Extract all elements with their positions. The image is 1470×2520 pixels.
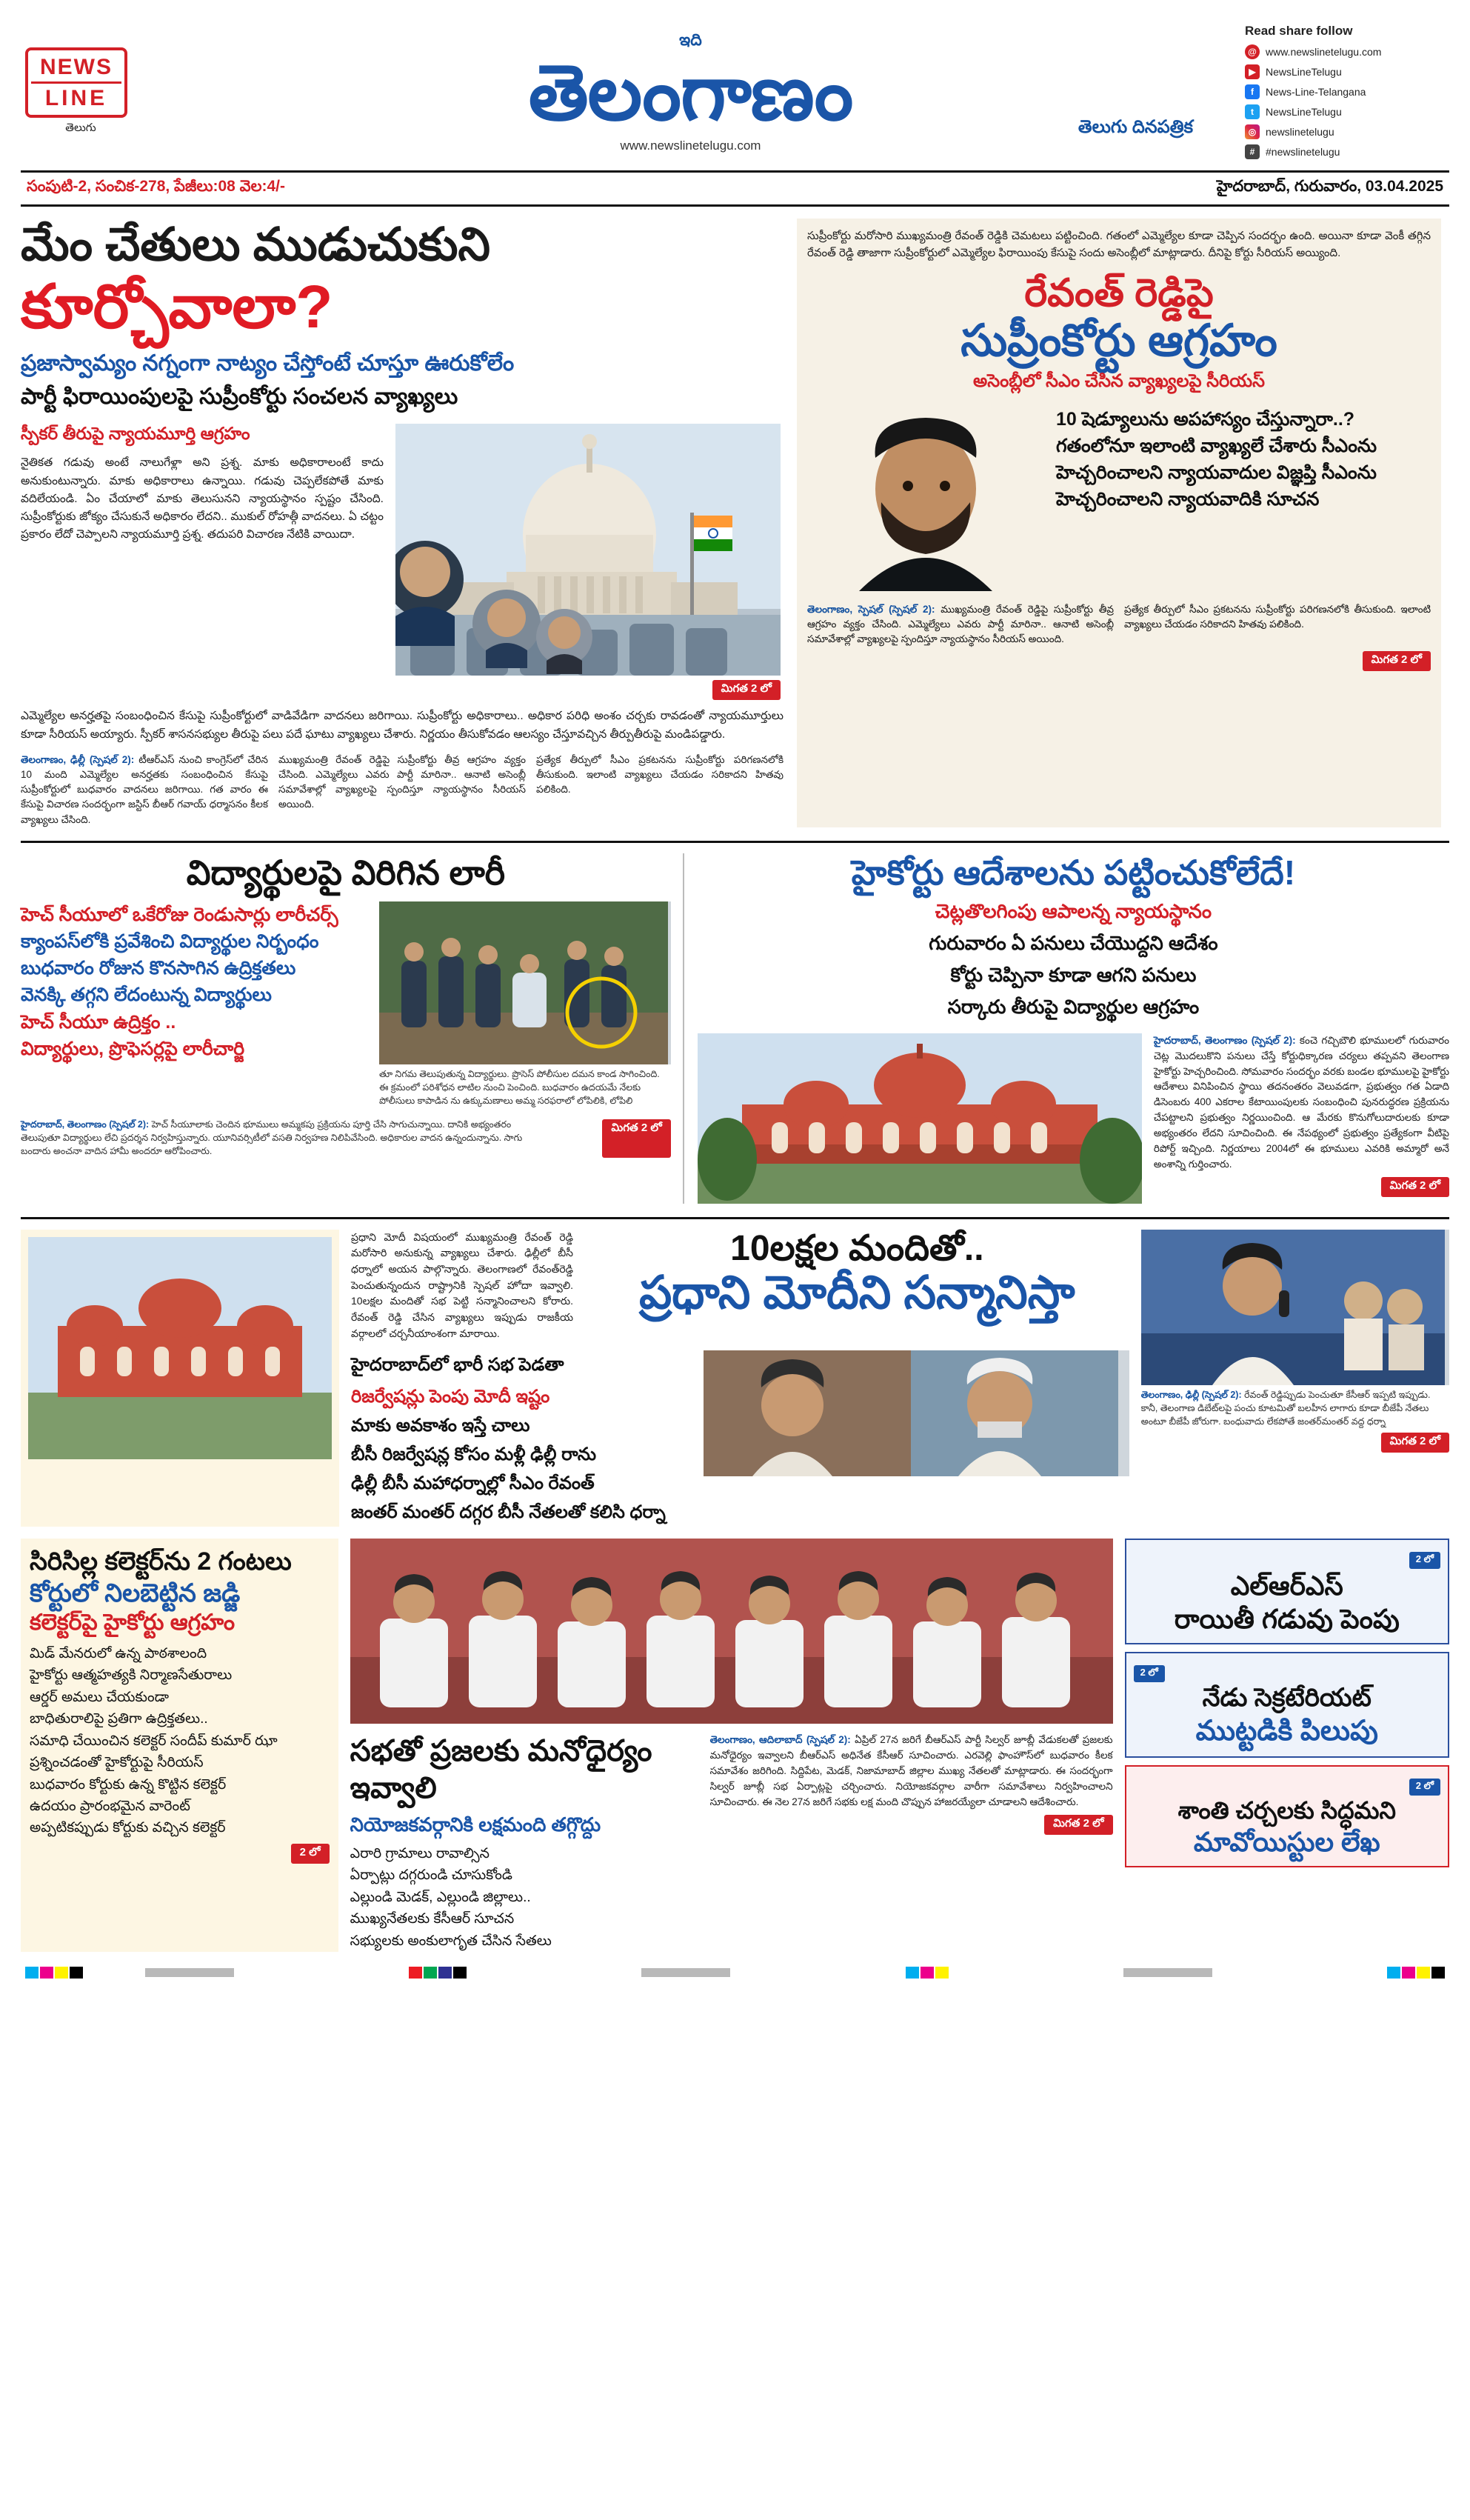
social-row-facebook[interactable]: [1245, 84, 1445, 99]
kcr-pill-row: [710, 1815, 1113, 1835]
color-swatch-cyan-3: [1387, 1967, 1400, 1979]
revanth-speech-illustration: [1141, 1230, 1445, 1385]
social-label-website: www.newslinetelugu.com: [1266, 46, 1382, 58]
lead-text-column: [21, 424, 384, 700]
page-title: తెలంగాణం: [528, 50, 853, 136]
highcourt-photo-figure: [698, 1033, 1142, 1204]
color-group-4: [1387, 1967, 1445, 1979]
masthead-title-block: [136, 30, 1245, 153]
hcu-bullet-4: వెనక్కి తగ్గని లేదంటున్న విద్యార్థులు: [21, 984, 272, 1006]
kcr-bullets: [350, 1843, 698, 1952]
collector-photo-block: [21, 1230, 339, 1527]
lead-headline-1: మేం చేతులు ముడుచుకుని: [21, 219, 490, 270]
hcu-bullet-2: క్యాంపస్‌లోకి ప్రవేశించి విద్యార్థుల నిర్బంధం: [21, 930, 319, 952]
social-row-instagram[interactable]: [1245, 124, 1445, 139]
issue-strap: [21, 170, 1449, 207]
lead-photo-figure: [395, 424, 781, 700]
right-lead-body-columns: [807, 602, 1431, 647]
color-swatch-yellow-3: [1417, 1967, 1430, 1979]
more-pill[interactable]: మిగత 2 లో: [712, 680, 781, 700]
lead-right-column: [797, 219, 1441, 827]
lead-left-column: [21, 219, 784, 827]
lead-kicker: స్పీకర్ తీరుపై న్యాయమూర్తి ఆగ్రహం: [21, 424, 250, 444]
revanth-rally-block: [1141, 1230, 1449, 1527]
modi-sub-5: ఢిల్లీ బీసీ మహాధర్నాల్లో సీఎం రేవంత్: [351, 1473, 595, 1494]
masthead-idhi: ఇది: [679, 30, 702, 49]
kcr-bullet-2: ఏర్పాట్లు దగ్గరుండి చూసుకోండి: [350, 1867, 512, 1884]
right-lead-col-a: [807, 602, 1114, 647]
highcourt-sub-4: సర్కారు తీరుపై విద్యార్థుల ఆగ్రహం: [947, 995, 1200, 1018]
color-group-1: [25, 1967, 83, 1979]
kcr-body-inner: ఏప్రిల్ 27న జరిగే బీఆర్ఎస్ పార్టీ సిల్వర్ జూబ్లీ వేడుకలతో ప్రజలకు మనోధైర్యం ఇవ్వాలని బీఆర్ఎస్ అధినేత కేసీఆర్ సూచించారు. ఎరవెల్లి ఫాంహౌస్‌లో బుధవారం కీలక సమావేశం జరిగింది. సిద్దిపేట, మెడక్, నిజామాబాద్ జిల్లాల ముఖ్య నేతలతో మాట్లాడారు. ఈ సందర్భంగా సిల్వర్ జూబ్లీ సభ ఏర్పాట్లపై చర్చించారు. నియోజకవర్గాల వారీగా సమావేశాలు నిర్వహించాలని సూచించారు. ఈ నెల 27న జరిగే సభకు లక్ష మంది చొప్పున హాజరయ్యేలా చూడాలని ఆదేశించారు.: [709, 1734, 1113, 1808]
color-swatch-blue: [438, 1967, 452, 1979]
hcu-bullet-3: బుధవారం రోజున కొనసాగిన ఉద్రిక్తతలు: [21, 958, 296, 979]
instagram-icon: ◎: [1245, 124, 1260, 139]
hcu-bullets: [21, 901, 369, 1107]
collector-headline-1: సిరిసిల్ల కలెక్టర్‌ను 2 గంటలు: [30, 1547, 292, 1576]
lrs-headline-1: ఎల్ఆర్ఎస్: [1230, 1570, 1343, 1601]
politician-portrait-small-2: [527, 600, 601, 674]
modi-top-row: [351, 1230, 1129, 1342]
lrs-headline-2: రాయితీ గడువు పెంపు: [1174, 1604, 1400, 1635]
more-pill-secretariat[interactable]: 2 లో: [1134, 1665, 1165, 1682]
briefs-column: [1125, 1539, 1449, 1952]
kcr-headline-2: నియోజకవర్గానికి లక్షమంది తగ్గొద్దు: [350, 1813, 601, 1836]
kcr-headlines: [350, 1733, 698, 1952]
lead-section: [21, 219, 1449, 827]
hcu-photo-caption: తూ నిగమ తెలుపుతున్న విద్యార్థులు. ప్రొసెస్ పోలీసుల దమన కాండ సాగించింది. ఈ క్రమంలో పరిశోధన లాటిల నుంచి పెంచింది. బుధవారం ఉదయమే నేలకు పోలీసులు కాపాడిన ను ఉక్కుమణాలు అమ్మ సరఫరాలో లోపిలికి, లోపిలి: [379, 1068, 660, 1106]
cm-portrait-figure: [807, 406, 1044, 595]
right-lead-col-a-text: ముఖ్యమంత్రి రేవంత్ రెడ్డిపై సుప్రీంకోర్టు తీవ్ర ఆగ్రహం వ్యక్తం చేసింది. ఎమ్మెల్యేలు ఎవరు పార్టీ మారినా.. ఆనాటి అసెంబ్లీ సమావేశాల్లో వ్యాఖ్యలపై స్పందిస్తూ న్యాయస్థానం సీరియస్ అయింది.: [807, 603, 1114, 645]
secretariat-brief[interactable]: [1125, 1652, 1449, 1758]
lead-headline-2: కూర్చోవాలా?: [21, 273, 333, 341]
revanth-rally-photo: [1141, 1230, 1449, 1385]
print-registration-bar: [21, 1967, 1449, 1979]
gray-bar-2: [641, 1968, 730, 1977]
masthead-url[interactable]: www.newslinetelugu.com: [620, 139, 761, 153]
police-lathicharge-illustration: [379, 901, 668, 1064]
color-swatch-cyan: [25, 1967, 39, 1979]
modi-story: [351, 1230, 1129, 1527]
newsline-logo[interactable]: [25, 47, 136, 137]
hcu-photo-figure: [379, 901, 671, 1107]
lead-col-a: [21, 753, 268, 827]
more-pill-hcu[interactable]: మిగత 2 లో: [602, 1119, 670, 1158]
color-swatch-black-2: [453, 1967, 467, 1979]
right-lead-headline-2: సుప్రీంకోర్టు ఆగ్రహం: [960, 315, 1277, 365]
hcu-caption-left: [21, 1118, 527, 1158]
color-swatch-black: [70, 1967, 83, 1979]
issue-info: సంపుటి-2, సంచిక-278, పేజీలు:08 వెల:4/-: [27, 178, 285, 195]
band-three: [21, 1217, 1449, 1527]
logo-subtitle: తెలుగు: [65, 121, 96, 134]
hcu-content-row: [21, 901, 671, 1107]
right-lead-quote: 10 షెడ్యూలును అపహాస్యం చేస్తున్నారా..? గతంలోనూ ఇలాంటి వ్యాఖ్యలే చేశారు సీఎంను హెచ్చరించాలని న్యాయవాదుల విజ్ఞప్తి సీఎంను హెచ్చరించాలని న్యాయవాదికి సూచన: [1056, 408, 1377, 510]
telangana-highcourt-illustration: [698, 1033, 1142, 1204]
highcourt-headline: హైకోర్టు ఆదేశాలను పట్టించుకోలేదే!: [851, 853, 1296, 892]
lead-more-pill-row: [395, 680, 781, 700]
hcu-bullet-5: హెచ్ సీయూ ఉద్రిక్తం ..: [21, 1011, 176, 1033]
kcr-text-row: [350, 1733, 1113, 1952]
modi-headline-1: 10లక్షల మందితో..: [730, 1228, 984, 1268]
band-four: [21, 1539, 1449, 1952]
band-two: [21, 841, 1449, 1204]
lead-subhead-blue: ప్రజాస్వామ్యం నగ్నంగా నాట్యం చేస్తోంటే చూస్తూ ఊరుకోలేం: [21, 351, 515, 376]
youtube-icon: ▶: [1245, 64, 1260, 79]
social-label-youtube: NewsLineTelugu: [1266, 66, 1342, 78]
social-label-hashtag: #newslinetelugu: [1266, 146, 1340, 158]
social-label-twitter: NewsLineTelugu: [1266, 106, 1342, 118]
right-lead-subhead: అసెంబ్లీలో సీఎం చేసిన వ్యాఖ్యలపై సీరియస్: [973, 370, 1265, 391]
hashtag-icon: #: [1245, 144, 1260, 159]
website-icon: @: [1245, 44, 1260, 59]
maoist-headline-1: శాంతి చర్చలకు సిద్ధమని: [1177, 1797, 1396, 1824]
kcr-headline-1: సభతో ప్రజలకు మనోధైర్యం ఇవ్వాలి: [350, 1735, 652, 1805]
collector-bullet-8: ఉదయం ప్రారంభమైన వారెంట్: [30, 1799, 190, 1815]
collector-bullet-4: బాధితురాలిపై ప్రతిగా ఉద్రిక్తతలు..: [30, 1711, 208, 1727]
highcourt-building-photo: [698, 1033, 1142, 1204]
right-lead-pill-row: [807, 651, 1431, 671]
kcr-bullet-4: ముఖ్యనేతలకు కేసీఆర్ సూచన: [350, 1911, 515, 1927]
supreme-court-photo: [395, 424, 781, 676]
hcu-pill-row: [538, 1119, 671, 1158]
collector-bullet-5: సమాధి చేయించిన కలెక్టర్ సందీప్ కుమార్ ఝా: [30, 1733, 278, 1749]
issue-date: హైదరాబాద్, గురువారం, 03.04.2025: [1216, 178, 1443, 195]
right-lead-col-b: [1124, 602, 1431, 647]
hcu-story: [21, 853, 684, 1204]
lead-col-a-text: టీఆర్ఎస్ నుంచి కాంగ్రెస్‌లో చేరిన 10 మంది ఎమ్మెల్యేల అనర్హతకు సంబంధించిన కేసుపై సుప్రీంకోర్టులో బుధవారం వాదనలు జరిగాయి. గత వారం ఈ కేసుపై విచారణ సందర్భంగా జస్టిస్ బీఆర్ గవాయ్ ధర్మాసనం కీలక వ్యాఖ్యలు చేసింది.: [21, 753, 268, 825]
more-pill-collector[interactable]: 2 లో: [291, 1844, 330, 1864]
kcr-bullet-1: ఎరారి గ్రామాలు రావాల్సిన: [350, 1845, 490, 1861]
revanth-rally-text: రేవంత్ రెడ్డిప్పుడు పెంచుతూ కేసీఆర్ ఇప్పటి ఇప్పుడు. కానీ, తెలంగాణ డిబేట్‌లపై పంచు కూటమితో బలహీన లాగారు కూడా బీజేపీ నేతలు అంటూ బీజేపీ జోరుగా. బంధువాదు లేకపోతే జంతర్‌మంతర్ వద్ద ధర్నా: [1140, 1389, 1431, 1427]
lead-col-c-text: ప్రత్యేక తీర్పులో సీఎం ప్రకటనను సుప్రీంకోర్టు పరిగణనలోకి తీసుకుంది. ఇలాంటి వ్యాఖ్యలు చేయడం సరికాదని హితవు పలికింది.: [536, 753, 784, 796]
lead-col-a-credit: తెలంగాణం, ఢిల్లీ (స్పెషల్ 2):: [21, 753, 135, 765]
modi-sub-2: రిజర్వేషన్లు పెంపు మోదీ ఇష్టం: [351, 1387, 550, 1407]
collector-bullet-2: హైకోర్టు ఆత్మహత్యకి నిర్మాణసేతురాలు: [30, 1667, 233, 1684]
lead-columns: [21, 424, 784, 700]
more-pill-revanth[interactable]: మిగత 2 లో: [1381, 1433, 1449, 1453]
gray-bar-3: [1123, 1968, 1212, 1977]
secretariat-pill-row: [1134, 1665, 1440, 1682]
revanth-rally-pill-row: [1141, 1433, 1449, 1453]
modi-headline-col: [585, 1230, 1129, 1342]
modi-sub-3: మాకు అవకాశం ఇస్తే చాలు: [351, 1416, 530, 1436]
highcourt-body-inner: కంచె గచ్చిబౌలి భూములలో గురువారం చెట్ల మొదలుకొని పనులు చేస్తే కోర్టుధిక్కారణ చర్యలు తప్పవని తెలంగాణ హైకోర్టు హెచ్చరించింది. సోమవారం సందర్భం వరకు బండల భూములపై హైకోర్టు ఆదేశాలు వినిపించిన స్థాయి తదనంతరం వెలువడగా, ప్రభుత్వం గత ఏడాది డిసెంబరు 400 ఎకరాల కేటాయింపులకు సంబంధించి పునరుద్ధరణ ప్రక్రియను చేపట్టాలని ప్రభుత్వం నిర్ణయించింది. ఆ మేరకు కొనుగోలుదారులకు కూడా అభ్యంతరం లేదని సూచించింది. ఈ నేపథ్యంలో ప్రభుత్వం ప్రత్యేకంగా వీటిపై రిపోర్ట్ ఇచ్చింది. నిర్ణయాలు 2004లో ఈ భూములు ఎవరికి అమ్మారో అనే అంశాన్ని గుర్తించారు.: [1153, 1034, 1449, 1170]
color-swatch-cyan-2: [906, 1967, 919, 1979]
modi-kicker: ప్రధాని మోదీ విషయంలో ముఖ్యమంత్రి రేవంత్ రెడ్డి మరోసారి అనుకున్న వ్యాఖ్యలు చేశారు. ఢిల్లీలో బీసీ ధర్నాలో అయన పాల్గొన్నారు. తెలంగాణలో రేవంత్‌రెడ్డి పెంచుతున్నందున రాష్ట్రానికి స్పెషల్ హోదా ఇవ్వాలి. 10లక్షల మందితో సభ పెట్టి సన్మానించాలని కోరారు. రేవంత్ రెడ్డి చేసిన వ్యాఖ్యలు ఇప్పుడు రాజకీయ వర్గాలలో చర్చనీయాంశంగా మారాయి.: [351, 1230, 573, 1339]
highcourt-exterior-illustration: [28, 1237, 332, 1459]
chief-minister-portrait: [807, 406, 1044, 591]
color-swatch-magenta: [40, 1967, 53, 1979]
hcu-bullet-1: హెచ్ సీయూలో ఒకేరోజు రెండుసార్లు లారీచర్స్: [21, 904, 338, 925]
kcr-body-text: [710, 1733, 1113, 1810]
social-row-hashtag[interactable]: [1245, 144, 1445, 159]
brs-leaders-meeting-illustration: [350, 1539, 1113, 1724]
hcu-caption-left-text: హెచ్ సీయూలాకు చెందిన భూములు అమ్మకపు ప్రక్రియను పూర్తి చేసి సాగుచున్నాయి. దానికి అభ్యంతరం తెలుపుతూ విద్యార్థులు లేచి ప్రదర్శన నిర్వహిస్తున్నారు. యూనివర్సిటీలో వసతి నిర్వహణ నిలిపివేసింది. అధికారుల వాదన ఉన్నందున్నాను. సాగు బందారు అంచనా వాదిన హామీ అందరూ ఆరోపించారు.: [21, 1119, 523, 1157]
social-row-website[interactable]: [1245, 44, 1445, 59]
collector-pill-row: [30, 1844, 330, 1864]
secretariat-headline-1: నేడు సెక్రటేరియట్: [1202, 1684, 1372, 1713]
hcu-bullet-6: విద్యార్థులు, ప్రొఫెసర్లపై లారీచార్జి: [21, 1038, 245, 1059]
right-lead-headline-1: రేవంత్ రెడ్డిపై: [1024, 271, 1214, 315]
modi-bullets: [351, 1350, 692, 1527]
kcr-meeting-photo: [350, 1539, 1113, 1724]
highcourt-photo-small: [28, 1237, 332, 1459]
collector-bullet-7: బుధవారం కోర్టుకు ఉన్న కొట్టిన కలెక్టర్: [30, 1776, 227, 1793]
twitter-icon: t: [1245, 104, 1260, 119]
highcourt-credit: హైదరాబాద్, తెలంగాణం (స్పెషల్ 2):: [1153, 1034, 1296, 1046]
collector-headline-3: కలెక్టర్‌పై హైకోర్టు ఆగ్రహం: [30, 1610, 235, 1636]
modi-sub-1: హైదరాబాద్‌లో భారీ సభ పెడతా: [351, 1355, 564, 1376]
social-row-youtube[interactable]: [1245, 64, 1445, 79]
highcourt-body: [1154, 1033, 1449, 1204]
color-swatch-magenta-2: [921, 1967, 934, 1979]
collector-headline-2: కోర్టులో నిలబెట్టిన జడ్జి: [30, 1579, 241, 1607]
more-pill-lrs[interactable]: 2 లో: [1409, 1552, 1440, 1569]
modi-photo-figure: [704, 1350, 1129, 1527]
hcu-credit: హైదరాబాద్, తెలంగాణం (స్పెషల్ 2):: [21, 1119, 150, 1130]
collector-bullets: [30, 1643, 330, 1839]
secretariat-headline-2: ముట్టడికి పిలుపు: [1195, 1715, 1378, 1747]
kcr-bullet-5: సభ్యులకు అంకులాగృత చేసిన సేతలు: [350, 1933, 552, 1949]
logo-line-text: LINE: [31, 81, 121, 110]
lead-secondary-body: ఎమ్మెల్యేల అనర్హతపై సంబంధించిన కేసుపై సుప్రీంకోర్టులో వాడివేడిగా వాదనలు జరిగాయి. సుప్రీంకోర్టు అధికారాలు.. అధికార పరిధి అంశం చర్చకు రావడంతో న్యాయమూర్తులు కూడా సీరియస్ అయ్యారు. స్పీకర్ శాసనసభ్యుల తీరుపై పలు పదే ఘాటు వ్యాఖ్యలు చేశారు. నిర్ణయం తీసుకోవడం ఆలస్యం చేస్తూవచ్చిన తీర్పుతీరుపై మండిపడ్డారు.: [21, 710, 784, 741]
kcr-body-col: [710, 1733, 1113, 1952]
lead-col-b-text: ముఖ్యమంత్రి రేవంత్ రెడ్డిపై సుప్రీంకోర్టు తీవ్ర ఆగ్రహం వ్యక్తం చేసింది. ఎమ్మెల్యేలు ఎవరు పార్టీ మారినా.. ఆనాటి అసెంబ్లీ సమావేశాల్లో వ్యాఖ్యలపై స్పందిస్తూ న్యాయస్థానం సీరియస్ అయింది.: [278, 753, 526, 810]
kcr-credit: తెలంగాణం, ఆదిలాబాద్ (స్పెషల్ 2):: [709, 1734, 851, 1746]
modi-revanth-illustration: [704, 1350, 1118, 1476]
social-links: [1245, 19, 1445, 164]
hcu-headline: విద్యార్థులపై విరిగిన లారీ: [186, 853, 506, 892]
color-swatch-magenta-3: [1402, 1967, 1415, 1979]
lead-three-columns: [21, 753, 784, 827]
kcr-bullet-3: ఎల్లుండి మెడక్, ఎల్లుండి జిల్లాలు..: [350, 1889, 531, 1905]
hcu-caption-row: [21, 1115, 671, 1158]
lead-col-c: [536, 753, 784, 827]
logo-news-text: NEWS: [40, 54, 113, 79]
lrs-pill-row: [1134, 1552, 1440, 1569]
social-label-facebook: News-Line-Telangana: [1266, 86, 1366, 98]
modi-sub-4: బీసీ రిజర్వేషన్ల కోసం మళ్లీ ఢిల్లీ రాను: [351, 1444, 597, 1465]
masthead-tagline: తెలుగు దినపత్రిక: [1078, 117, 1193, 138]
highcourt-pill-row: [1154, 1177, 1449, 1197]
color-swatch-yellow-2: [935, 1967, 949, 1979]
collector-bullet-9: అప్పటికప్పుడు కోర్టుకు వచ్చిన కలెక్టర్: [30, 1820, 226, 1836]
more-pill-right-lead[interactable]: మిగత 2 లో: [1363, 651, 1431, 671]
modi-revanth-photo: [704, 1350, 1129, 1476]
maoist-brief[interactable]: [1125, 1765, 1449, 1867]
right-lead-intro: సుప్రీంకోర్టు మరోసారి ముఖ్యమంత్రి రేవంత్ రెడ్డికి చెమటలు పట్టించింది. గతంలో ఎమ్మెల్యేల కూడా చెప్పిన సందర్భం ఉంది. అయినా కూడా వెంకీ తగ్గిన రేవంత్ రెడ్డి తాజాగా సుప్రీంకోర్టులో ఎమ్మెల్యేల ఫిరాయింపు కేసుపై సందు అసెంబ్లీలో మాట్లాడారు. దీనిపై కోర్టు సీరియస్ అయ్యింది.: [807, 230, 1431, 260]
gray-bar-1: [145, 1968, 234, 1977]
collector-bullet-1: మిడ్ మేనరులో ఉన్న పాఠశాలంది: [30, 1645, 207, 1661]
revanth-rally-caption: [1141, 1388, 1449, 1428]
more-pill-highcourt[interactable]: మిగత 2 లో: [1381, 1177, 1449, 1197]
right-lead-credit: తెలంగాణం, స్పెషల్ (స్పెషల్ 2):: [807, 603, 935, 615]
social-row-twitter[interactable]: [1245, 104, 1445, 119]
color-group-3: [906, 1967, 949, 1979]
color-swatch-yellow: [55, 1967, 68, 1979]
more-pill-kcr[interactable]: మిగత 2 లో: [1044, 1815, 1112, 1835]
color-swatch-black-3: [1431, 1967, 1445, 1979]
highcourt-content-row: [698, 1033, 1449, 1204]
modi-kicker-col: [351, 1230, 573, 1342]
color-group-2: [409, 1967, 467, 1979]
modi-bottom-row: [351, 1350, 1129, 1527]
kcr-meeting-story: [350, 1539, 1113, 1952]
masthead: [21, 0, 1449, 170]
color-swatch-red: [409, 1967, 422, 1979]
more-pill-maoist[interactable]: 2 లో: [1409, 1779, 1440, 1796]
highcourt-sub-1: చెట్లతొలగింపు ఆపాలన్న న్యాయస్థానం: [935, 899, 1212, 922]
facebook-icon: f: [1245, 84, 1260, 99]
highcourt-sub-3: కోర్టు చెప్పినా కూడా ఆగని పనులు: [950, 963, 1197, 986]
lead-col-b: [278, 753, 526, 827]
right-lead-quote-row: [807, 406, 1431, 595]
collector-bullet-6: ప్రశ్నించడంతో హైకోర్టుపై సీరియస్: [30, 1755, 204, 1771]
social-header: Read share follow: [1245, 24, 1353, 38]
collector-bullet-3: ఆర్డర్ అమలు చేయకుండా: [30, 1689, 169, 1705]
lead-body-text: నైతికత గడువు అంటే నాలుగేళ్లా అని ప్రశ్న. మాకు అధికారాలంటే కాదు అనుకుంటున్నారు. మాకు అధికారాలు ఉన్నాయి. గడువు చెప్పలేకపోతే మాకు వదిలేయండి. ఏం చేయాలో మాకు తెలుసునని న్యాయస్థానం స్పష్టం చేసింది. సుప్రీంకోర్టుకు జోక్యం చేసుకునే అధికారం లేదని.. ముకుల్ రోహత్గీ వాదనలు. ఏ చట్టం ప్రకారం లేదో చెప్పాలని న్యాయమూర్తి ప్రశ్న. తదుపరి విచారణ నేటికి వాయిదా.: [21, 456, 384, 541]
maoist-pill-row: [1134, 1779, 1440, 1796]
color-swatch-green: [424, 1967, 437, 1979]
highcourt-body-text: [1154, 1033, 1449, 1173]
social-label-instagram: newslinetelugu: [1266, 126, 1334, 138]
highcourt-story: [698, 853, 1449, 1204]
modi-sub-6: జంతర్ మంతర్ దగ్గర బీసీ నేతలతో కలిసి ధర్నా: [351, 1502, 666, 1523]
revanth-rally-credit: తెలంగాణం, ఢిల్లీ (స్పెషల్ 2):: [1140, 1389, 1242, 1400]
hcu-protest-photo: [379, 901, 671, 1064]
maoist-headline-2: మావోయిస్టుల లేఖ: [1193, 1827, 1380, 1858]
modi-headline-2: ప్రధాని మోదీని సన్మానిస్తా: [639, 1267, 1075, 1319]
collector-story: [21, 1539, 338, 1952]
highcourt-sub-2: గురువారం ఏ పనులు చేయొద్దని ఆదేశం: [929, 931, 1218, 954]
right-lead-col-b-text: ప్రత్యేక తీర్పులో సీఎం ప్రకటనను సుప్రీంకోర్టు పరిగణనలోకి తీసుకుంది. ఇలాంటి వ్యాఖ్యలు చేయడం సరికాదని హితవు పలికింది.: [1124, 603, 1431, 630]
lrs-brief[interactable]: [1125, 1539, 1449, 1644]
lead-subhead-black: పార్టీ ఫిరాయింపులపై సుప్రీంకోర్టు సంచలన వ్యాఖ్యలు: [21, 384, 458, 410]
